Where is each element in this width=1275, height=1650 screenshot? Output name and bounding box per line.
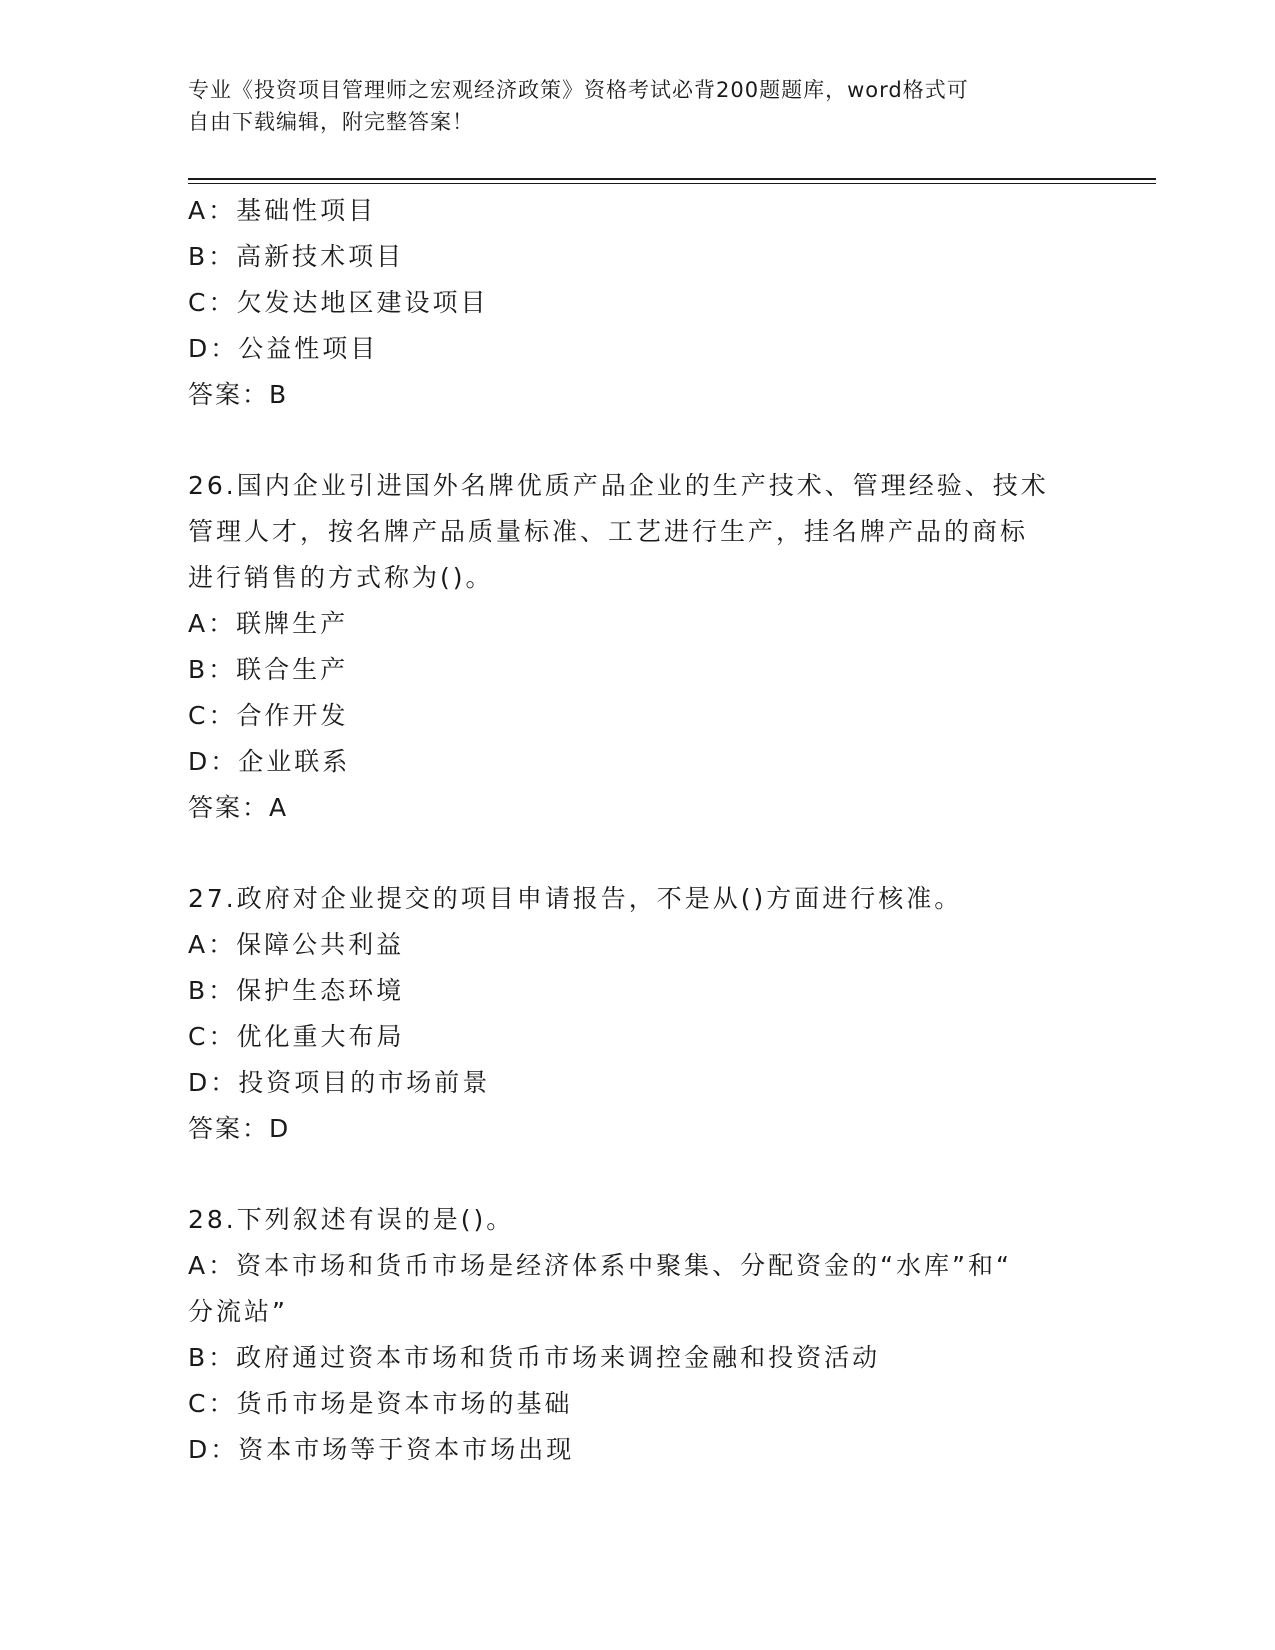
question-stem-line-3: 进行销售的方式称为()。	[188, 563, 494, 592]
option-d: D：公益性项目	[188, 334, 379, 363]
option-c: C：欠发达地区建设项目	[188, 288, 489, 317]
question-list	[188, 188, 1088, 1473]
answer: 答案：D	[188, 1114, 291, 1143]
question-25	[188, 188, 1088, 418]
option-c: C：货币市场是资本市场的基础	[188, 1389, 573, 1418]
answer: 答案：A	[188, 793, 289, 822]
document-header	[188, 74, 1068, 138]
question-stem-line-1: 26.国内企业引进国外名牌优质产品企业的生产技术、管理经验、技术	[188, 471, 1049, 500]
question-27	[188, 876, 1088, 1152]
question-26	[188, 463, 1088, 831]
option-c: C：优化重大布局	[188, 1022, 405, 1051]
header-divider	[188, 178, 1156, 184]
question-stem-line-1: 28.下列叙述有误的是()。	[188, 1205, 515, 1234]
option-a: A：基础性项目	[188, 196, 377, 225]
option-a: A：保障公共利益	[188, 930, 405, 959]
question-gap	[188, 418, 1088, 463]
question-28	[188, 1197, 1088, 1473]
option-b: B：政府通过资本市场和货币市场来调控金融和投资活动	[188, 1343, 881, 1372]
option-a-line-1: A：资本市场和货币市场是经济体系中聚集、分配资金的“水库”和“	[188, 1251, 1012, 1280]
option-d: D：资本市场等于资本市场出现	[188, 1435, 575, 1464]
option-c: C：合作开发	[188, 701, 349, 730]
option-d: D：投资项目的市场前景	[188, 1068, 491, 1097]
option-b: B：高新技术项目	[188, 242, 405, 271]
option-d: D：企业联系	[188, 747, 351, 776]
question-stem-line-2: 管理人才，按名牌产品质量标准、工艺进行生产，挂名牌产品的商标	[188, 517, 1029, 546]
answer: 答案：B	[188, 380, 289, 409]
header-line-2: 自由下载编辑，附完整答案！	[188, 110, 474, 134]
question-gap	[188, 831, 1088, 876]
header-line-1: 专业《投资项目管理师之宏观经济政策》资格考试必背200题题库，word格式可	[188, 78, 969, 102]
question-stem-line-1: 27.政府对企业提交的项目申请报告，不是从()方面进行核准。	[188, 884, 963, 913]
option-a-line-2: 分流站”	[188, 1297, 288, 1326]
option-b: B：保护生态环境	[188, 976, 405, 1005]
option-b: B：联合生产	[188, 655, 349, 684]
option-a: A：联牌生产	[188, 609, 349, 638]
question-gap	[188, 1152, 1088, 1197]
